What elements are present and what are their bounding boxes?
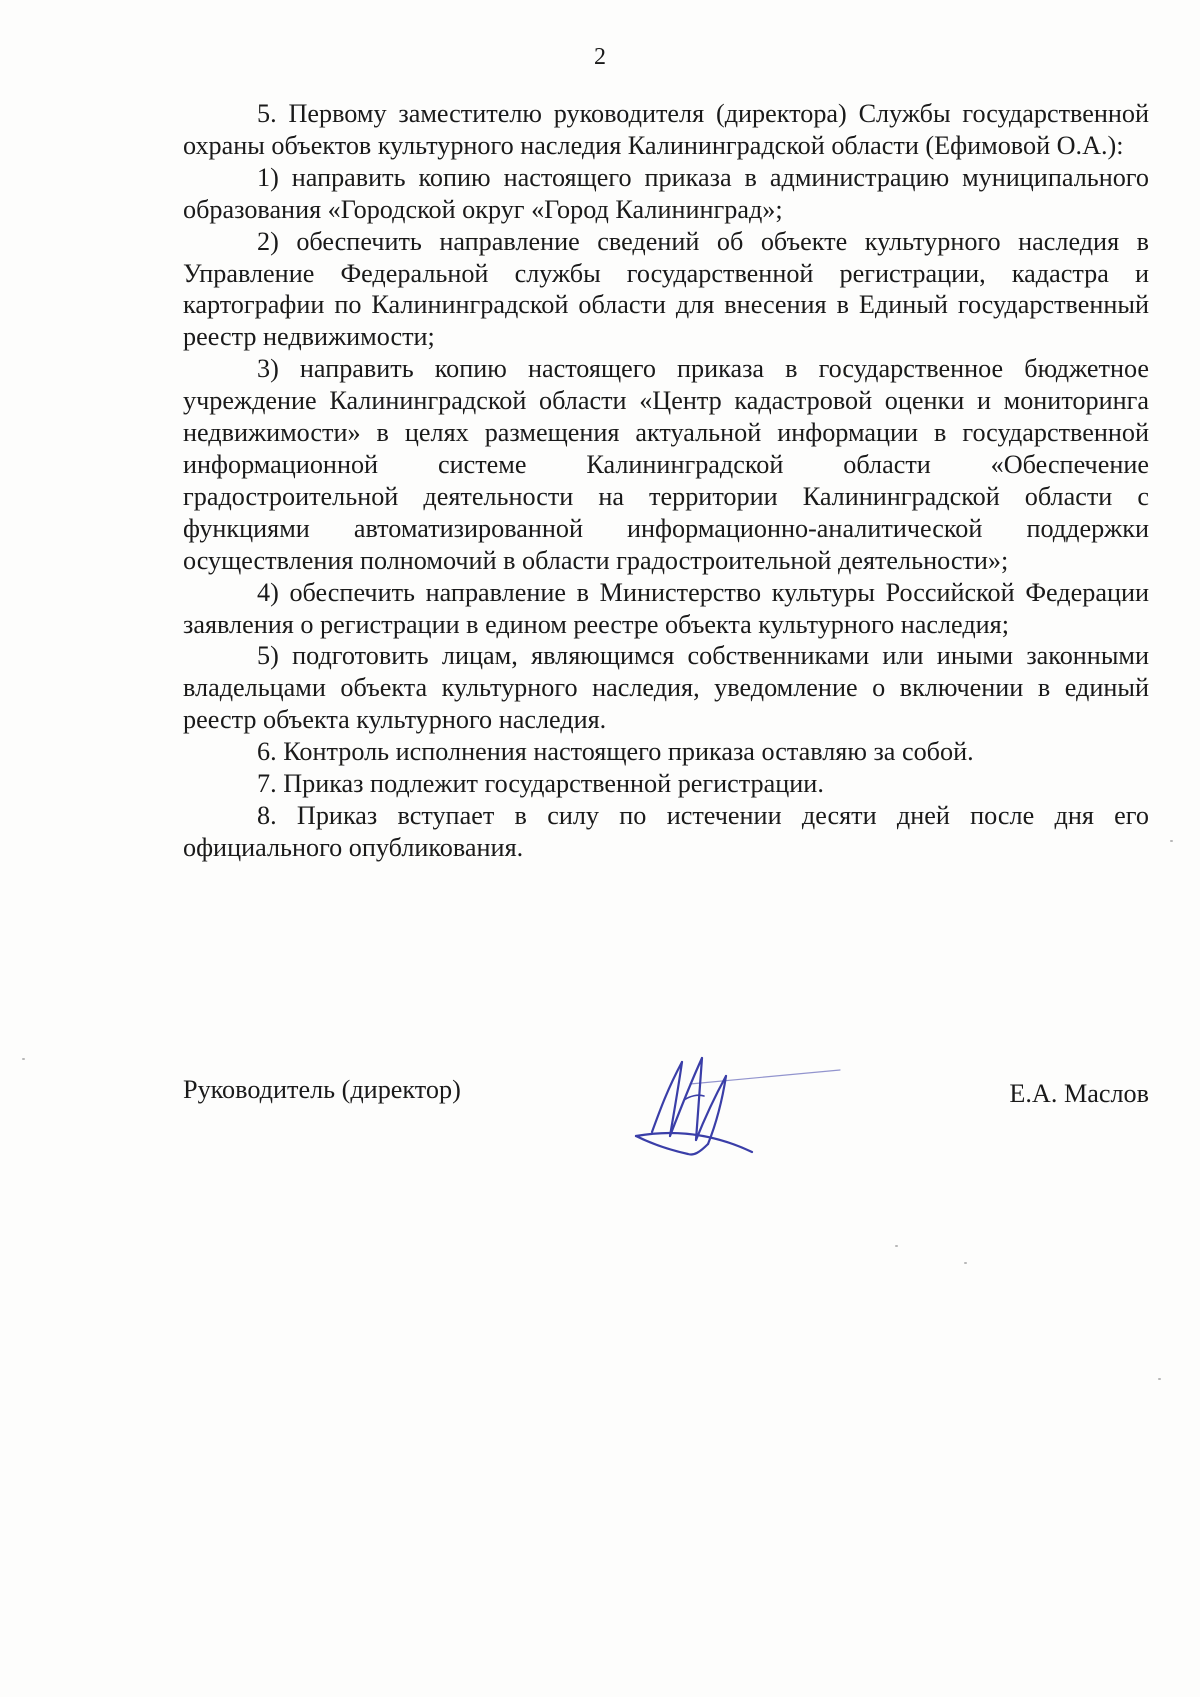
signature-block [183,1070,1149,1110]
paragraph-item-5: 5. Первому заместителю руководителя (директора) Службы государственной охраны объектов культурного наследия Калининградской области (Ефимовой О.А.): [183,99,1149,160]
subparagraph-1: 1) направить копию настоящего приказа в администрацию муниципального образования «Городской округ «Город Калининград»; [183,162,1149,224]
subparagraph-2: 2) обеспечить направление сведений об объекте культурного наследия в Управление Федеральной службы государственной регистрации, кадастра и картографии по Калининградской области для внесения в Единый государственный реестр недвижимости; [183,226,1149,352]
scan-speck [964,1262,967,1264]
scan-speck [895,1245,898,1247]
signatory-name: Е.А. Маслов [1009,1079,1149,1108]
order-body [183,98,1149,864]
subparagraph-5: 5) подготовить лицам, являющимся собственниками или иными законными владельцами объекта культурного наследия, уведомление о включении в единый реестр объекта культурного наследия. [183,641,1149,735]
paragraph-item-7: 7. Приказ подлежит государственной регистрации. [257,769,824,799]
paragraph-item-6: 6. Контроль исполнения настоящего приказа оставляю за собой. [257,737,974,767]
scan-speck [22,1058,25,1060]
subparagraph-3: 3) направить копию настоящего приказа в государственное бюджетное учреждение Калининградской области «Центр кадастровой оценки и мониторинга недвижимости» в целях размещения актуальной информации в государственной информационной системе Калининградской области «Обеспечение градостроительной деятельности на территории Калининградской области с функциями автоматизированной информационно-аналитической поддержки осуществления полномочий в области градостроительной деятельности»; [183,354,1149,575]
subparagraph-4: 4) обеспечить направление в Министерство культуры Российской Федерации заявления о регистрации в едином реестре объекта культурного наследия; [183,577,1149,639]
page-number: 2 [594,44,606,70]
signatory-position: Руководитель (директор) [183,1075,461,1104]
scan-speck [1158,1378,1161,1380]
paragraph-item-8: 8. Приказ вступает в силу по истечении десяти дней после дня его официального опубликования. [183,800,1149,862]
scan-speck [1170,840,1173,842]
